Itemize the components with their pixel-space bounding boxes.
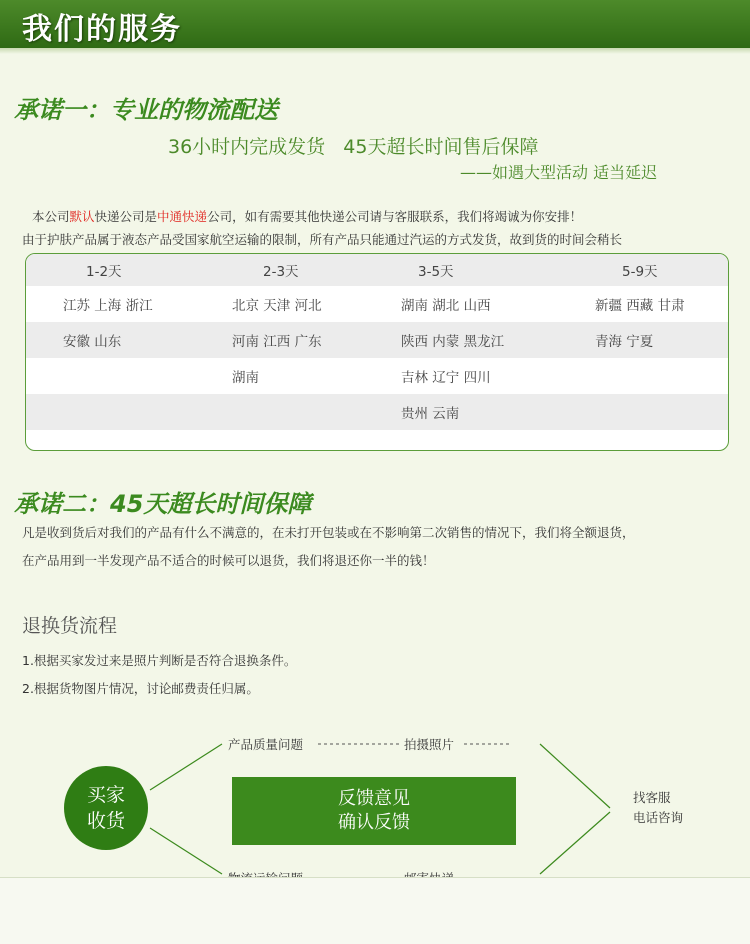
notice-mid: 快递公司是 [94,209,158,224]
promise2-text: 在产品用到一半发现产品不适合的时候可以退货，我们将退还你一半的钱！ [22,553,435,568]
flow-line [540,744,610,808]
notice-default: 默认 [69,209,95,224]
table-cell: 安徽 山东 [63,334,122,350]
return-step: 1.根据买家发过来是照片判断是否符合退换条件。 [22,653,297,668]
notice-prefix: 本公司 [32,209,70,224]
table-cell: 湖南 湖北 山西 [401,298,491,314]
feedback-line2: 确认反馈 [338,812,410,833]
page-title: 我们的服务 [22,12,182,47]
notice-suffix: 公司，如有需要其他快递公司请与客服联系，我们将竭诚为你安排！ [207,209,583,224]
feedback-line1: 反馈意见 [338,788,410,809]
cs-line2: 电话咨询 [633,810,684,825]
return-step: 2.根据货物图片情况，讨论邮费责任归属。 [22,681,259,696]
flow-label-quality: 产品质量问题 [228,737,304,752]
return-process-title: 退换货流程 [22,615,118,637]
cs-line1: 找客服 [633,790,671,805]
feedback-box [232,777,516,845]
table-cell: 青海 宁夏 [595,334,654,350]
table-cell: 湖南 [232,370,259,386]
table-cell: 陕西 内蒙 黑龙江 [401,334,505,350]
table-cell: 北京 天津 河北 [232,298,322,314]
table-header: 3-5天 [418,264,454,280]
table-header: 2-3天 [263,264,299,280]
bottom-area [0,878,750,944]
promise1-highlight: 36小时内完成发货 45天超长时间售后保障 [168,136,539,158]
flow-label-photo: 拍摄照片 [404,737,455,752]
buyer-line1: 买家 [86,784,125,806]
flow-line [150,828,222,874]
buyer-line2: 收货 [86,810,125,832]
table-cell: 新疆 西藏 甘肃 [595,298,685,314]
promise2-title: 承诺二：45天超长时间保障 [14,490,312,518]
table-header: 5-9天 [622,264,658,280]
flow-line [150,744,222,790]
table-cell: 江苏 上海 浙江 [63,298,153,314]
shipping-restriction-notice: 由于护肤产品属于液态产品受国家航空运输的限制，所有产品只能通过汽运的方式发货，故到货的时间会稍长 [22,232,623,247]
promise1-title: 承诺一：专业的物流配送 [14,96,278,124]
promise2-text: 凡是收到货后对我们的产品有什么不满意的，在未打开包装或在不影响第二次销售的情况下，我们将全额退货， [22,525,635,540]
table-header: 1-2天 [86,264,122,280]
promise1-note: ——如遇大型活动 适当延迟 [460,163,658,182]
flow-line [540,812,610,874]
table-cell: 河南 江西 广东 [232,334,322,350]
table-cell: 贵州 云南 [401,406,460,422]
buyer-receive-circle [64,766,148,850]
table-cell: 吉林 辽宁 四川 [401,370,491,386]
notice-courier-name: 中通快递 [157,209,208,224]
customer-service-label [633,788,683,828]
